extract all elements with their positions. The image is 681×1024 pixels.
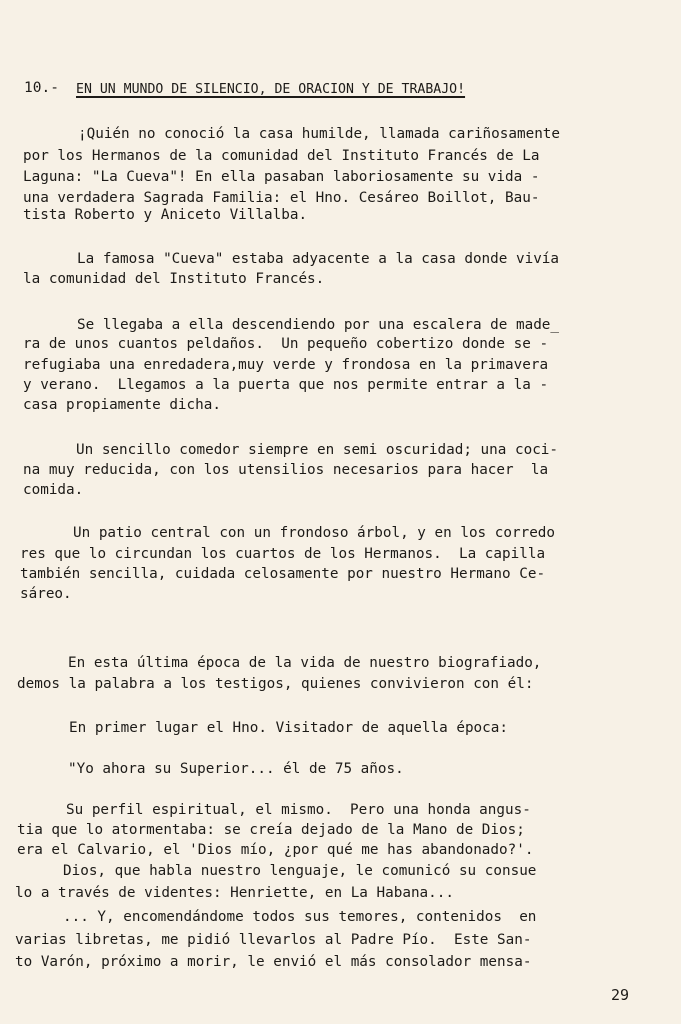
section-title: EN UN MUNDO DE SILENCIO, DE ORACION Y DE TRABAJO! — [76, 82, 466, 97]
page-number: 29 — [611, 986, 630, 1004]
text-line: En esta última época de la vida de nuestro biografiado, — [68, 655, 542, 671]
text-line: por los Hermanos de la comunidad del Instituto Francés de La — [23, 148, 540, 164]
text-line: ¡Quién no conoció la casa humilde, llamada cariñosamente — [78, 126, 561, 142]
text-line: una verdadera Sagrada Familia: el Hno. Cesáreo Boillot, Bau- — [23, 190, 540, 206]
text-line: ... Y, encomendándome todos sus temores, contenidos en — [63, 909, 537, 925]
text-line: la comunidad del Instituto Francés. — [23, 271, 325, 287]
text-line: comida. — [23, 482, 84, 498]
text-line: Su perfil espiritual, el mismo. Pero una honda angus- — [66, 802, 531, 818]
text-line: Un patio central con un frondoso árbol, y en los corredo — [73, 525, 556, 541]
text-line: sáreo. — [20, 586, 72, 602]
text-line: "Yo ahora su Superior... él de 75 años. — [68, 761, 404, 777]
text-line: ra de unos cuantos peldaños. Un pequeño cobertizo donde se - — [23, 336, 549, 352]
text-line: era el Calvario, el 'Dios mío, ¿por qué me has abandonado?'. — [17, 842, 534, 858]
text-line: Laguna: "La Cueva"! En ella pasaban laboriosamente su vida - — [23, 169, 540, 185]
text-line: demos la palabra a los testigos, quienes convivieron con él: — [17, 676, 534, 692]
text-line: res que lo circundan los cuartos de los Hermanos. La capilla — [20, 546, 546, 562]
text-line: En primer lugar el Hno. Visitador de aquella época: — [69, 720, 508, 736]
text-line: lo a través de videntes: Henriette, en La Habana... — [15, 885, 454, 901]
text-line: casa propiamente dicha. — [23, 397, 221, 413]
text-line: varias libretas, me pidió llevarlos al Padre Pío. Este San- — [15, 932, 532, 948]
text-line: Dios, que habla nuestro lenguaje, le comunicó su consue — [63, 863, 537, 879]
text-line: tista Roberto y Aniceto Villalba. — [23, 207, 308, 223]
text-line: también sencilla, cuidada celosamente por nuestro Hermano Ce- — [20, 566, 546, 582]
text-line: tia que lo atormentaba: se creía dejado de la Mano de Dios; — [17, 822, 525, 838]
text-line: y verano. Llegamos a la puerta que nos permite entrar a la - — [23, 377, 549, 393]
text-line: to Varón, próximo a morir, le envió el más consolador mensa- — [15, 954, 532, 970]
text-line: na muy reducida, con los utensilios necesarios para hacer la — [23, 462, 549, 478]
text-line: Se llegaba a ella descendiendo por una escalera de made_ — [77, 317, 560, 333]
text-line: La famosa "Cueva" estaba adyacente a la casa donde vivía — [77, 251, 560, 267]
text-line: refugiaba una enredadera,muy verde y frondosa en la primavera — [23, 357, 549, 373]
text-line: Un sencillo comedor siempre en semi oscuridad; una coci- — [76, 442, 559, 458]
section-number: 10.- — [24, 80, 59, 96]
